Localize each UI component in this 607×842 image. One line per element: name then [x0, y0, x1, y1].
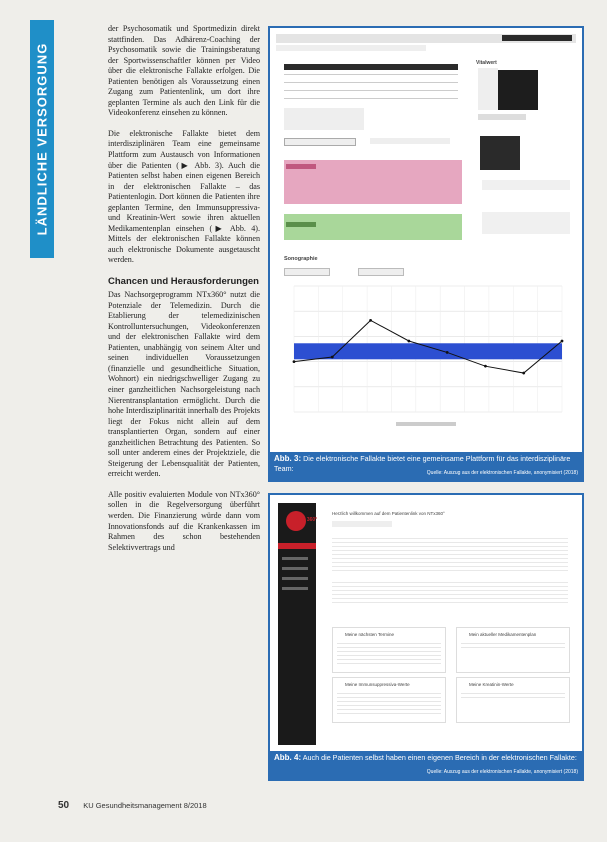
chart-title: Sonographie — [284, 256, 318, 262]
card-title: Meine Immunsuppressiva-Werte — [345, 682, 410, 687]
vital-values — [498, 70, 538, 110]
data-point — [522, 372, 525, 375]
vital-button[interactable] — [478, 114, 526, 120]
figure-3-caption — [270, 452, 582, 480]
caption-text: Die elektronische Fallakte bietet eine gemeinsame Plattform für das interdisziplinäre Team: — [274, 454, 571, 473]
caption-text: Auch die Patienten selbst haben einen eigenen Bereich in der elektronischen Fallakte: — [302, 753, 577, 762]
documents-list — [482, 180, 570, 190]
tab-bar — [276, 45, 426, 51]
figure-4 — [268, 493, 584, 781]
text-column — [108, 24, 260, 563]
data-point — [446, 351, 449, 354]
chart-legend — [396, 422, 456, 426]
chart-select-1[interactable] — [284, 268, 330, 276]
caption-label: Abb. 3: — [274, 454, 302, 463]
sidebar-item[interactable] — [282, 577, 308, 580]
section-tab-label: LÄNDLICHE VERSORGUNG — [34, 42, 50, 236]
paragraph: der Psychosomatik und Sportmedizin direkt stattfinden. Das Adhärenz-Coaching der Psychosomatik sowie die Trainingsberatung der Sportwissenschaftler können per Video über die elektronische Fallakte erfolgen. Die Patienten benötigen als Voraussetzung einen Zugang zum Patientenlink, um dort ihre geplanten Termine als auch den Link für die Videokonferenz einsehen zu können. — [108, 24, 260, 118]
figure-3 — [268, 26, 584, 482]
figure-4-caption — [270, 751, 582, 779]
paragraph: Die elektronische Fallakte bietet dem interdisziplinären Team eine gemeinsame Plattform zum Austausch von Informationen über die Patienten (▶ Abb. 3). Auch die Patienten selbst haben einen eigenen Bereich in der elektronischen Fallakte – das Patientenlogin. Dort können die Patienten ihre geplanten Termine, den Immunsuppressiva- und Kreatinin-Wert sowie ihren aktuellen Medikamentenplan einsehen (▶ Abb. 4). Mittels der elektronischen Fallakte können auch elektronische Dokumente ausgetauscht werden. — [108, 128, 260, 265]
caption-source: Quelle: Auszug aus der elektronischen Fallakte, anonymisiert (2018) — [426, 470, 578, 476]
appointments-card[interactable] — [332, 627, 446, 673]
immunosuppressant-card[interactable] — [332, 677, 446, 723]
sidebar-item[interactable] — [282, 567, 308, 570]
sonographie-chart — [284, 280, 568, 430]
search-input[interactable] — [502, 35, 572, 41]
vitalwert-title: Vitalwert — [476, 60, 497, 66]
data-point — [369, 319, 372, 322]
section-heading: Chancen und Herausforderungen — [108, 276, 259, 288]
data-point — [293, 360, 296, 363]
filter-options[interactable] — [370, 138, 450, 144]
card-title: Meine Kreatinin-Werte — [469, 682, 514, 687]
data-point — [561, 340, 564, 343]
sidebar-item[interactable] — [282, 587, 308, 590]
caption-source: Quelle: Auszug aus der elektronischen Fallakte, anonymisiert (2018) — [426, 769, 578, 775]
caption-label: Abb. 4: — [274, 753, 302, 762]
table-header — [284, 64, 458, 70]
data-point — [407, 340, 410, 343]
history-list — [284, 108, 364, 130]
paragraph: Alle positiv evaluierten Module von NTx360° sollen in die Regelversorgung überführt werden. Die Finanzierung würde dann vom Innovationsfonds auf die Krankenkassen im Rahmen des schon bestehenden Selektivvertrags und — [108, 489, 260, 552]
page-footer — [58, 800, 207, 811]
sidebar-item-active[interactable] — [278, 543, 316, 549]
sidebar-item[interactable] — [282, 557, 308, 560]
logo-text: NTx 360° — [296, 517, 318, 523]
card-title: Mein aktueller Medikamentenplan — [469, 632, 537, 637]
medication-card[interactable] — [456, 627, 570, 673]
data-point — [484, 365, 487, 368]
reference-band — [294, 343, 562, 359]
vital-labels — [478, 68, 498, 110]
creatinine-card[interactable] — [456, 677, 570, 723]
data-point — [331, 356, 334, 359]
green-note-card — [284, 214, 462, 240]
welcome-text: Herzlich willkommen auf dem Patientenlink von NTx360° — [332, 511, 445, 516]
filter-select[interactable] — [284, 138, 356, 146]
intro-text — [332, 535, 568, 571]
documents-list-2 — [482, 212, 570, 234]
chart-select-2[interactable] — [358, 268, 404, 276]
journal-name: KU Gesundheitsmanagement 8/2018 — [83, 801, 207, 810]
card-title: Meine nächsten Termine — [345, 632, 394, 637]
photo-placeholder — [480, 136, 520, 170]
patient-sidebar — [278, 503, 316, 745]
page-number: 50 — [58, 800, 70, 811]
section-tab — [30, 20, 54, 258]
paragraph: Das Nachsorgeprogramm NTx360° nutzt die Potenziale der Telemedizin. Durch die Etablierung der telemedizinischen Kontrolluntersuchungen, Videokonferenzen und der elektronischen Fallakte wird dem Patienten, unabhängig von seinem Alter und seinen individuellen Voraussetzungen (finanzielle und gesundheitliche Situation, Wohnort) ein niedrigschwelliger Zugang zu einer ganzheitlichen Nachsorgeleistung nach Nierentransplantation ermöglicht. Durch die hohe Interdisziplinarität innerhalb des Projekts liegt der Fokus nicht allein auf dem transplantierten Organ, sondern auf einer ganzheitlichen Betrachtung des Patienten. So soll unter anderem eines der Projektziele, die Steigerung der Lebensqualität der Patienten, erreicht werden. — [108, 290, 260, 479]
